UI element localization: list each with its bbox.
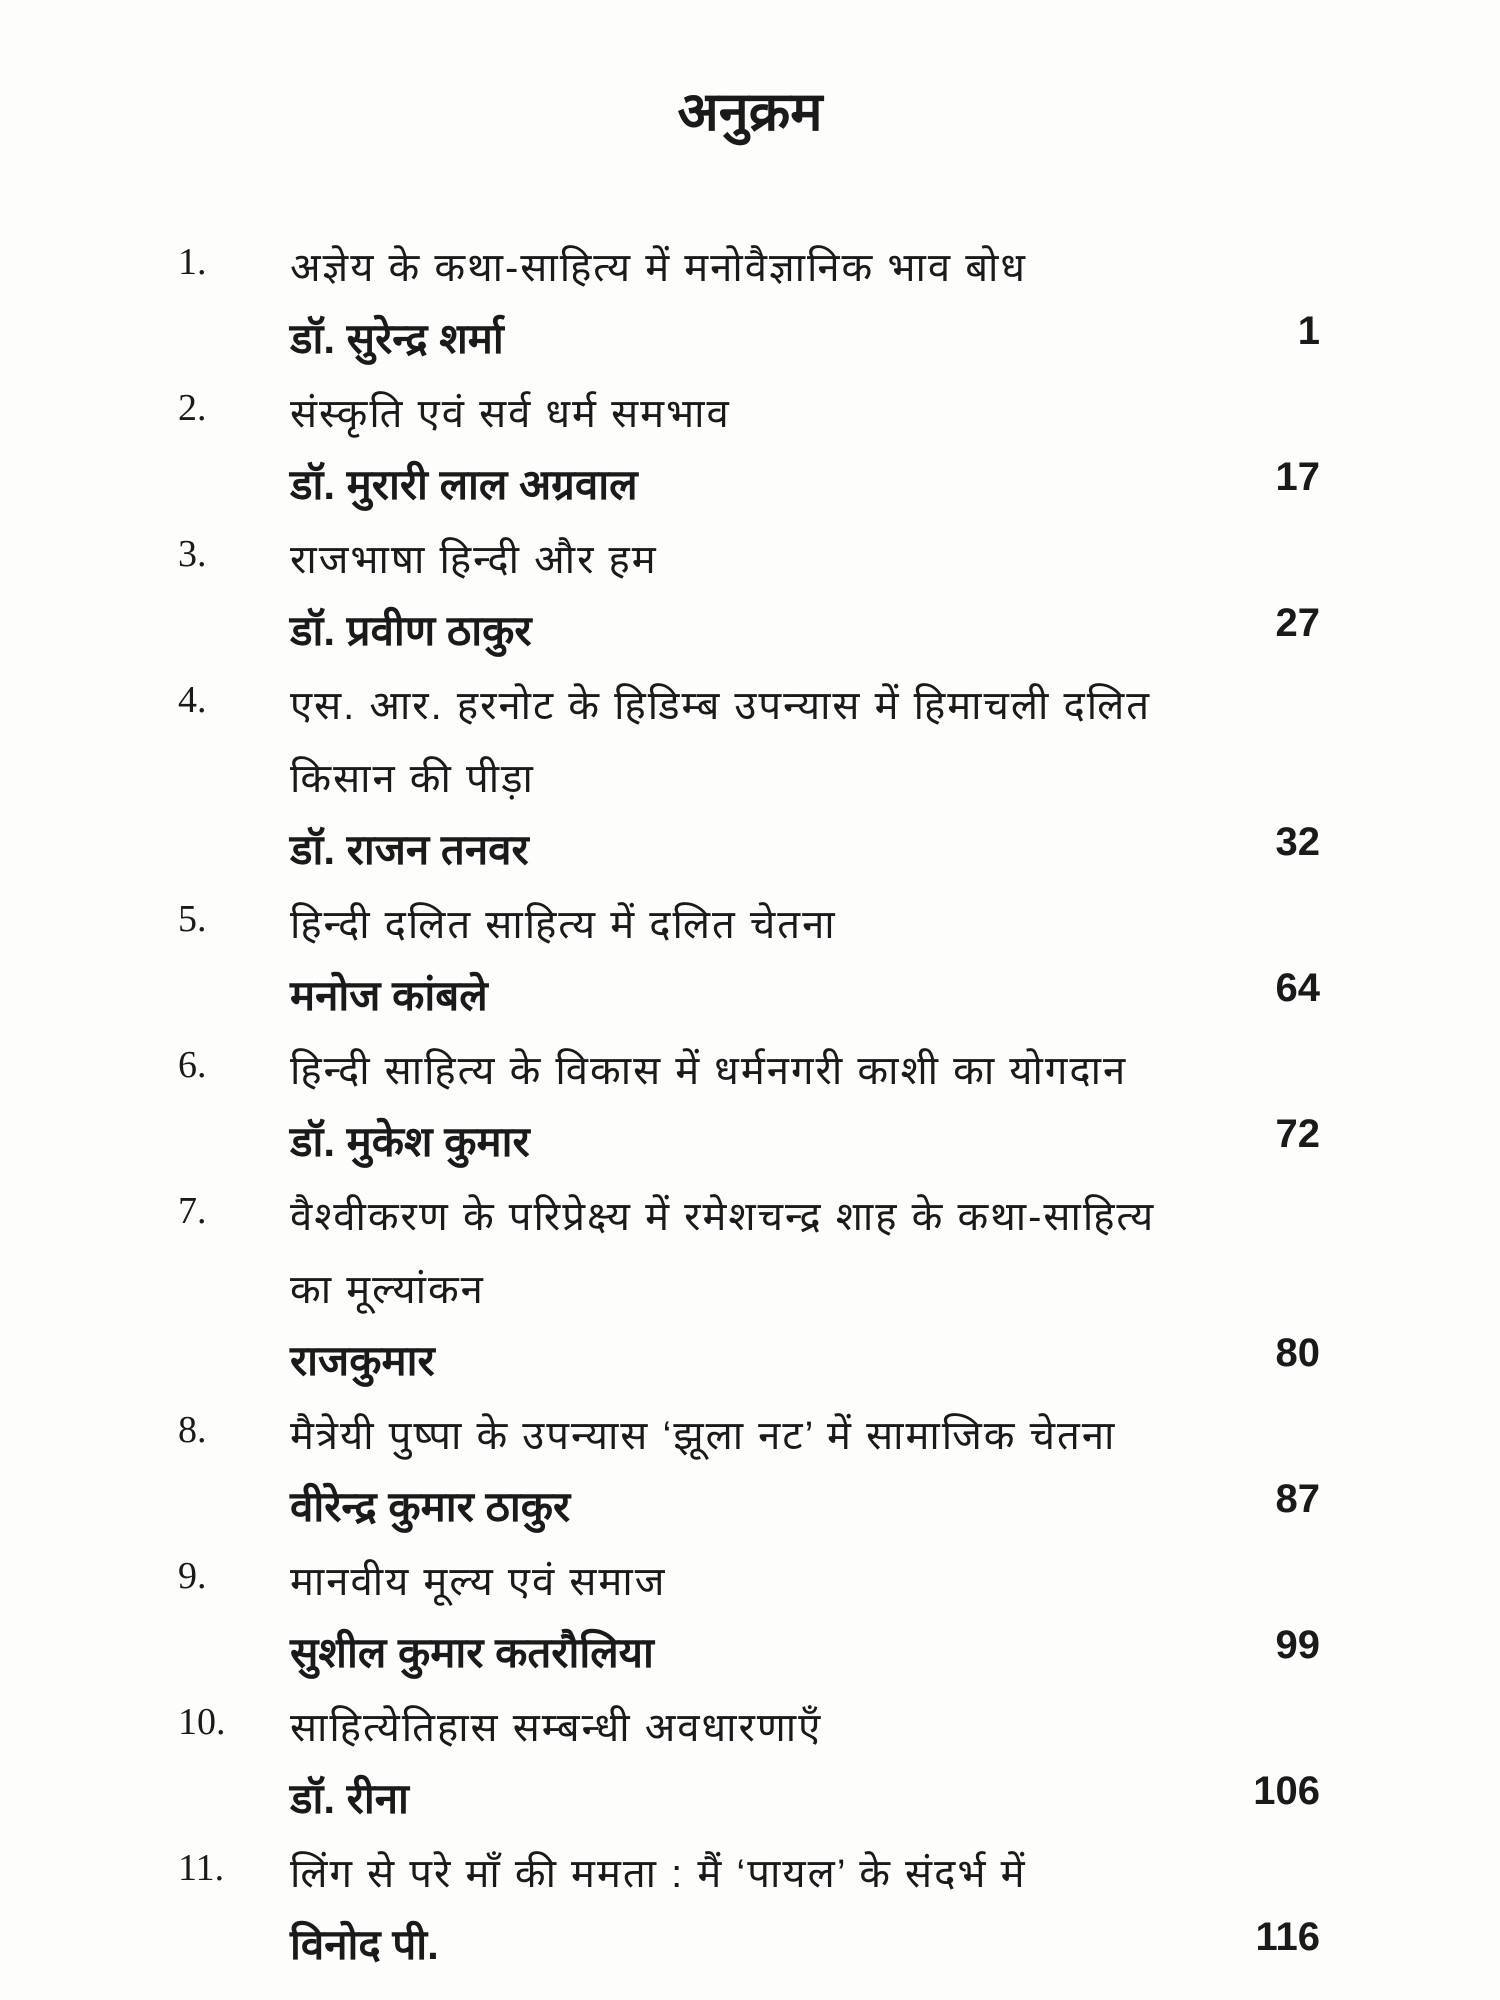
- entry-title: अज्ञेय के कथा-साहित्य में मनोवैज्ञानिक भाव बोध: [290, 246, 1027, 290]
- entry-number: 9.: [178, 1555, 207, 1597]
- entry-author: डॉ. सुरेन्द्र शर्मा: [290, 315, 504, 362]
- entry-number: 1.: [178, 241, 207, 283]
- toc-title-line: [0, 232, 1500, 305]
- entry-title: मानवीय मूल्य एवं समाज: [290, 1560, 667, 1604]
- toc-entry: [0, 670, 1500, 889]
- entry-page-number: 72: [1275, 1112, 1320, 1156]
- toc-title-line: [0, 1254, 1500, 1327]
- toc-title-line: [0, 524, 1500, 597]
- entry-number: 2.: [178, 387, 207, 429]
- toc-title-line: [0, 670, 1500, 743]
- entry-author: डॉ. प्रवीण ठाकुर: [290, 607, 532, 654]
- toc-author-line: [0, 451, 1500, 524]
- entry-title: संस्कृति एवं सर्व धर्म समभाव: [290, 392, 731, 436]
- entry-title: हिन्दी साहित्य के विकास में धर्मनगरी काशी का योगदान: [290, 1049, 1128, 1093]
- entry-page-number: 80: [1275, 1331, 1320, 1375]
- entry-author: विनोद पी.: [290, 1921, 439, 1968]
- toc-entry: [0, 378, 1500, 524]
- entry-title: किसान की पीड़ा: [290, 757, 535, 801]
- toc-entry: [0, 1692, 1500, 1838]
- toc-title-line: [0, 378, 1500, 451]
- entry-author: डॉ. मुरारी लाल अग्रवाल: [290, 461, 638, 508]
- toc-author-line: [0, 1619, 1500, 1692]
- entry-title: साहित्येतिहास सम्बन्धी अवधारणाएँ: [290, 1706, 823, 1750]
- entry-number: 6.: [178, 1044, 207, 1086]
- toc-author-line: [0, 1108, 1500, 1181]
- entry-author: डॉ. रीना: [290, 1775, 409, 1822]
- toc-title-line: [0, 1400, 1500, 1473]
- entry-page-number: 64: [1275, 966, 1320, 1010]
- toc-author-line: [0, 1327, 1500, 1400]
- entry-page-number: 32: [1275, 820, 1320, 864]
- entry-author: सुशील कुमार कतरौलिया: [290, 1629, 654, 1676]
- entry-title: हिन्दी दलित साहित्य में दलित चेतना: [290, 903, 837, 947]
- entry-author: राजकुमार: [290, 1337, 435, 1384]
- entry-number: 5.: [178, 898, 207, 940]
- toc-title-line: [0, 743, 1500, 816]
- toc-entry: [0, 232, 1500, 378]
- toc-author-line: [0, 816, 1500, 889]
- entry-number: 10.: [178, 1701, 226, 1743]
- toc-entry: [0, 1838, 1500, 1984]
- entry-number: 7.: [178, 1190, 207, 1232]
- entry-page-number: 106: [1253, 1769, 1320, 1813]
- entry-page-number: 116: [1255, 1915, 1320, 1959]
- table-of-contents: [0, 232, 1500, 1984]
- entry-page-number: 87: [1275, 1477, 1320, 1521]
- toc-title-line: [0, 1181, 1500, 1254]
- toc-author-line: [0, 597, 1500, 670]
- toc-entry: [0, 889, 1500, 1035]
- entry-title: वैश्वीकरण के परिप्रेक्ष्य में रमेशचन्द्र शाह के कथा-साहित्य: [290, 1195, 1156, 1239]
- entry-page-number: 1: [1297, 309, 1320, 353]
- entry-number: 4.: [178, 679, 207, 721]
- entry-page-number: 27: [1275, 601, 1320, 645]
- toc-entry: [0, 1035, 1500, 1181]
- toc-entry: [0, 1546, 1500, 1692]
- entry-author: डॉ. मुकेश कुमार: [290, 1118, 530, 1165]
- toc-entry: [0, 1181, 1500, 1400]
- toc-entry: [0, 524, 1500, 670]
- entry-author: मनोज कांबले: [290, 972, 488, 1019]
- entry-title: मैत्रेयी पुष्पा के उपन्यास ‘झूला नट’ में सामाजिक चेतना: [290, 1414, 1117, 1458]
- entry-number: 8.: [178, 1409, 207, 1451]
- entry-page-number: 17: [1275, 455, 1320, 499]
- entry-title: एस. आर. हरनोट के हिडिम्ब उपन्यास में हिमाचली दलित: [290, 684, 1152, 728]
- toc-author-line: [0, 1911, 1500, 1984]
- page-title: अनुक्रम: [677, 82, 823, 142]
- entry-author: वीरेन्द्र कुमार ठाकुर: [290, 1483, 571, 1530]
- entry-title: राजभाषा हिन्दी और हम: [290, 538, 658, 582]
- entry-title: का मूल्यांकन: [290, 1268, 485, 1312]
- toc-title-line: [0, 1838, 1500, 1911]
- entry-number: 11.: [178, 1847, 225, 1889]
- entry-author: डॉ. राजन तनवर: [290, 826, 529, 873]
- entry-title: लिंग से परे माँ की ममता : मैं ‘पायल’ के संदर्भ में: [290, 1852, 1027, 1896]
- toc-entry: [0, 1400, 1500, 1546]
- entry-number: 3.: [178, 533, 207, 575]
- toc-author-line: [0, 962, 1500, 1035]
- toc-author-line: [0, 305, 1500, 378]
- toc-title-line: [0, 1692, 1500, 1765]
- toc-author-line: [0, 1473, 1500, 1546]
- toc-title-line: [0, 1546, 1500, 1619]
- toc-title-line: [0, 889, 1500, 962]
- toc-title-line: [0, 1035, 1500, 1108]
- entry-page-number: 99: [1275, 1623, 1320, 1667]
- toc-author-line: [0, 1765, 1500, 1838]
